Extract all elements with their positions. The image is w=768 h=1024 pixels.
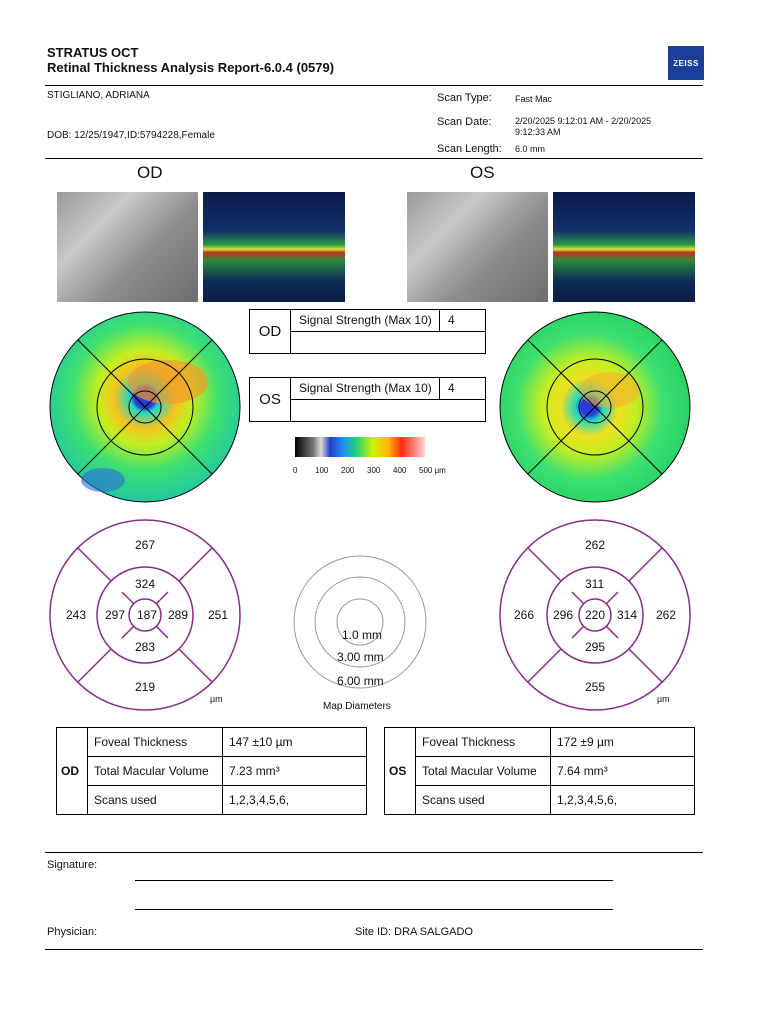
- signature-line-1: [135, 880, 613, 881]
- scan-length-value: 6.0 mm: [515, 144, 546, 154]
- od-inner-right: 289: [168, 608, 189, 622]
- os-volume-value: 7.64 mm³: [551, 757, 695, 786]
- od-foveal-value: 147 ±10 µm: [223, 728, 367, 757]
- od-volume-label: Total Macular Volume: [88, 757, 223, 786]
- od-center: 187: [137, 608, 158, 622]
- os-outer-right: 262: [656, 608, 677, 622]
- od-outer-right: 251: [208, 608, 229, 622]
- os-scans-label: Scans used: [416, 786, 551, 815]
- os-signal-label: Signal Strength (Max 10): [299, 381, 432, 395]
- od-thickness-map: [48, 310, 242, 504]
- signature-label: Signature:: [47, 859, 98, 871]
- scan-type-value: Fast Mac: [515, 94, 553, 104]
- diameter-outer: 6.00 mm: [337, 674, 384, 688]
- od-results-eye: OD: [57, 728, 88, 815]
- od-scans-label: Scans used: [88, 786, 223, 815]
- od-fundus-image: [57, 192, 198, 302]
- scale-tick-0: 0: [293, 466, 298, 475]
- os-inner-right: 314: [617, 608, 638, 622]
- product-title: STRATUS OCT: [47, 45, 139, 60]
- os-unit: µm: [657, 694, 670, 704]
- os-foveal-label: Foveal Thickness: [416, 728, 551, 757]
- od-inner-left: 297: [105, 608, 126, 622]
- report-title: Retinal Thickness Analysis Report-6.0.4 (0579): [47, 60, 335, 75]
- physician-label: Physician:: [47, 926, 98, 938]
- os-title: OS: [470, 163, 495, 182]
- info-divider: [45, 158, 703, 159]
- diameter-middle: 3.00 mm: [337, 650, 384, 664]
- header-divider: [45, 85, 703, 86]
- scan-date-value-2: 9:12:33 AM: [515, 127, 561, 137]
- os-oct-scan-image: [553, 192, 695, 302]
- os-results-eye: OS: [385, 728, 416, 815]
- od-inner-superior: 324: [135, 577, 156, 591]
- od-oct-scan-image: [203, 192, 345, 302]
- od-inner-inferior: 283: [135, 640, 156, 654]
- diameter-inner: 1.0 mm: [342, 628, 383, 642]
- od-scans-value: 1,2,3,4,5,6,: [223, 786, 367, 815]
- os-thickness-map: [498, 310, 692, 504]
- od-volume-value: 7.23 mm³: [223, 757, 367, 786]
- scale-tick-500: 500 µm: [419, 466, 446, 475]
- site-id: Site ID: DRA SALGADO: [355, 926, 473, 938]
- scan-date-value-1: 2/20/2025 9:12:01 AM - 2/20/2025: [515, 116, 652, 126]
- os-signal-eye: OS: [250, 378, 291, 421]
- os-inner-inferior: 295: [585, 640, 606, 654]
- patient-dob: DOB: 12/25/1947,ID:5794228,Female: [47, 130, 215, 141]
- od-results-table: [56, 727, 367, 815]
- os-signal-box: [249, 377, 486, 422]
- os-signal-value: 4: [448, 381, 455, 395]
- scale-tick-200: 200: [341, 466, 355, 475]
- scan-date-label: Scan Date:: [437, 116, 492, 128]
- os-volume-label: Total Macular Volume: [416, 757, 551, 786]
- od-unit: µm: [210, 694, 223, 704]
- od-outer-inferior: 219: [135, 680, 156, 694]
- scale-tick-300: 300: [367, 466, 381, 475]
- os-outer-left: 266: [514, 608, 535, 622]
- od-title: OD: [137, 163, 163, 182]
- od-signal-label: Signal Strength (Max 10): [299, 313, 432, 327]
- scale-tick-400: 400: [393, 466, 407, 475]
- signature-line-2: [135, 909, 613, 910]
- os-results-table: [384, 727, 695, 815]
- patient-name: STIGLIANO, ADRIANA: [47, 90, 150, 101]
- od-signal-value: 4: [448, 313, 455, 327]
- od-outer-superior: 267: [135, 538, 156, 552]
- footer-divider-bottom: [45, 949, 703, 950]
- os-center: 220: [585, 608, 606, 622]
- os-inner-superior: 311: [585, 577, 605, 591]
- os-scans-value: 1,2,3,4,5,6,: [551, 786, 695, 815]
- map-diameters-diagram: [292, 554, 428, 690]
- footer-divider-top: [45, 852, 703, 853]
- od-signal-box: [249, 309, 486, 354]
- zeiss-logo: ZEISS: [668, 46, 704, 80]
- scale-tick-100: 100: [315, 466, 329, 475]
- map-diameters-caption: Map Diameters: [323, 701, 391, 712]
- os-fundus-image: [407, 192, 548, 302]
- scan-type-label: Scan Type:: [437, 92, 492, 104]
- thickness-color-scale: [295, 437, 425, 457]
- os-outer-inferior: 255: [585, 680, 606, 694]
- od-signal-eye: OD: [250, 310, 291, 353]
- os-foveal-value: 172 ±9 µm: [551, 728, 695, 757]
- od-outer-left: 243: [66, 608, 87, 622]
- od-foveal-label: Foveal Thickness: [88, 728, 223, 757]
- os-inner-left: 296: [553, 608, 574, 622]
- scan-length-label: Scan Length:: [437, 143, 502, 155]
- os-outer-superior: 262: [585, 538, 606, 552]
